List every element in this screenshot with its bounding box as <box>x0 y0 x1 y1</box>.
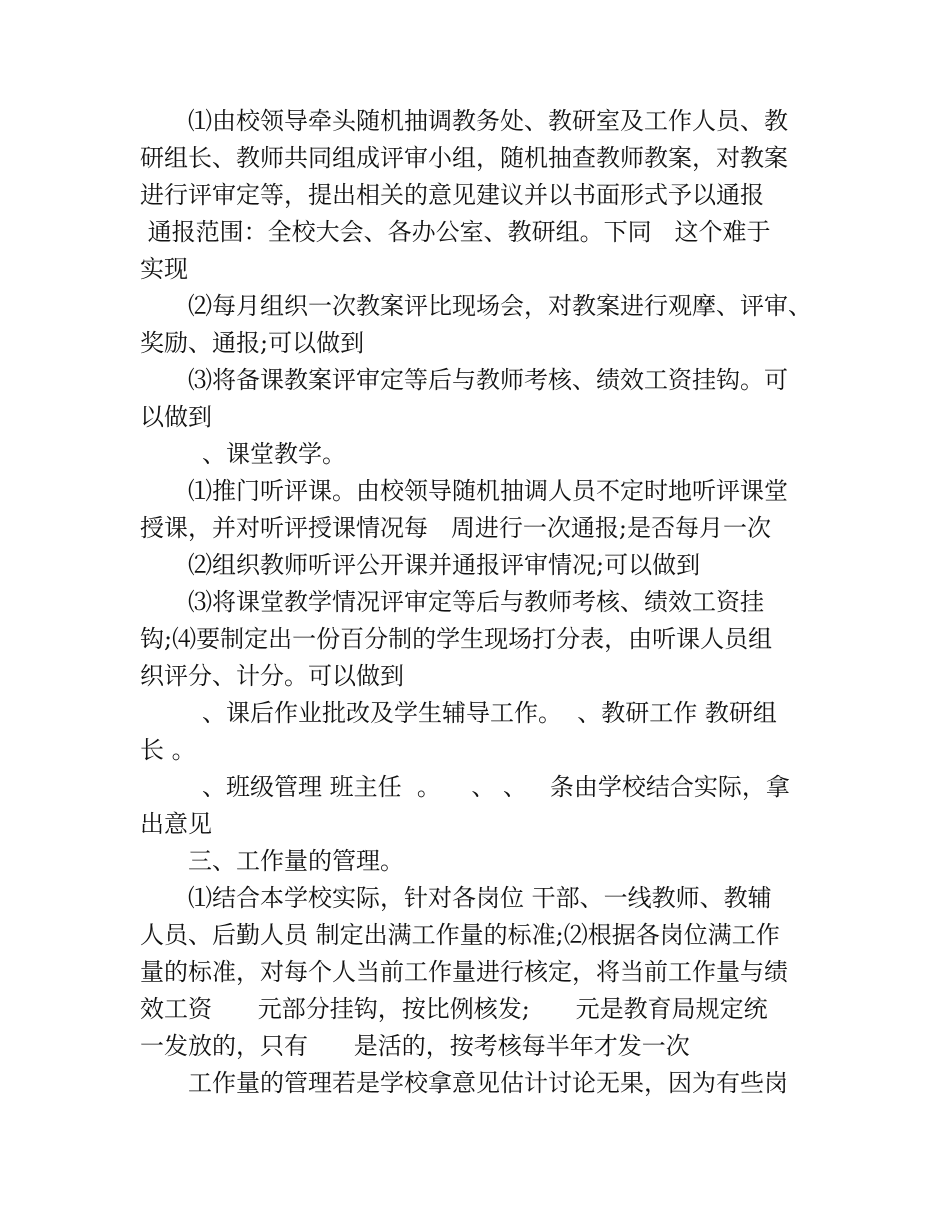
text-line: 、课后作业批改及学生辅导工作。 、教研工作 教研组 <box>202 699 777 727</box>
text-line: 钩;⑷要制定出一份百分制的学生现场打分表，由听课人员组 <box>140 625 773 653</box>
text-line: 通报范围：全校大会、各办公室、教研组。下同 这个难于 <box>140 218 771 246</box>
text-line: 出意见 <box>140 810 212 838</box>
text-line: 工作量的管理若是学校拿意见估计讨论无果，因为有些岗 <box>188 1069 788 1097</box>
text-line: 、班级管理 班主任 。 、 、 条由学校结合实际，拿 <box>202 773 790 801</box>
text-line: 织评分、计分。可以做到 <box>140 662 404 690</box>
text-line: 研组长、教师共同组成评审小组，随机抽查教师教案，对教案 <box>140 144 788 172</box>
section-heading: 、课堂教学。 <box>202 440 346 468</box>
text-line: ⑶将课堂教学情况评审定等后与教师考核、绩效工资挂 <box>188 588 764 616</box>
text-line: 以做到 <box>140 403 212 431</box>
text-line: 效工资 元部分挂钩，按比例核发; 元是教育局规定统 <box>140 995 768 1023</box>
text-line: ⑴由校领导牵头随机抽调教务处、教研室及工作人员、教 <box>188 107 788 135</box>
text-line: 奖励、通报;可以做到 <box>140 329 365 357</box>
section-heading: 三、工作量的管理。 <box>188 847 404 875</box>
text-line: 授课，并对听评授课情况每 周进行一次通报;是否每月一次 <box>140 514 771 542</box>
text-line: 量的标准，对每个人当前工作量进行核定，将当前工作量与绩 <box>140 958 788 986</box>
text-line: ⑵组织教师听评公开课并通报评审情况;可以做到 <box>188 551 701 579</box>
text-line: 进行评审定等，提出相关的意见建议并以书面形式予以通报 <box>140 181 764 209</box>
text-line: ⑶将备课教案评审定等后与教师考核、绩效工资挂钩。可 <box>188 366 788 394</box>
text-line: 长 。 <box>140 736 196 764</box>
text-line: 一发放的，只有 是活的，按考核每半年才发一次 <box>140 1032 690 1060</box>
text-line: ⑴结合本学校实际，针对各岗位 干部、一线教师、教辅 <box>188 884 772 912</box>
text-line: ⑵每月组织一次教案评比现场会，对教案进行观摩、评审、 <box>188 292 812 320</box>
text-line: 实现 <box>140 255 188 283</box>
text-line: ⑴推门听评课。由校领导随机抽调人员不定时地听评课堂 <box>188 477 788 505</box>
text-line: 人员、后勤人员 制定出满工作量的标准;⑵根据各岗位满工作 <box>140 921 780 949</box>
